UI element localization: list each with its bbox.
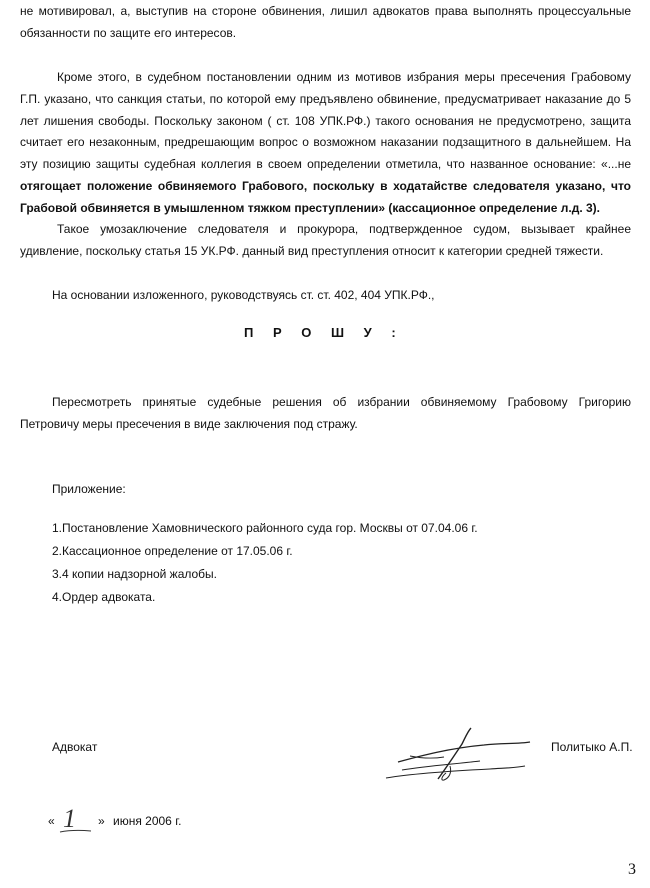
date-day-handwritten: 1 — [63, 804, 76, 833]
body-line: обязанности по защите его интересов. — [20, 26, 237, 40]
date-open-quote: « — [48, 814, 55, 828]
signer-name: Политыко А.П. — [551, 740, 633, 754]
body-line: считает его незаконным, предрешающим вопрос о возможном наказании подзащитного в дальнейшем. На — [20, 135, 631, 149]
signer-role: Адвокат — [52, 740, 98, 754]
attachment-item: 1.Постановление Хамовнического районного суда гор. Москвы от 07.04.06 г. — [52, 521, 478, 535]
body-line: лет лишения свободы. Поскольку законом ( ст. 108 УПК.РФ.) такого основания не предусмотрено, защита — [20, 114, 631, 128]
body-line: Г.П. указано, что санкция статьи, по которой ему предъявлено обвинение, предусматривает наказание до 5 — [20, 92, 631, 106]
body-line: удивление, поскольку статья 15 УК.РФ. данный вид преступления относит к категории средней тяжести. — [20, 244, 604, 258]
attachment-item: 4.Ордер адвоката. — [52, 590, 156, 604]
date-close-quote: » — [98, 814, 105, 828]
case-reference: (кассационное определение л.д. 3). — [385, 201, 601, 215]
basis-line: На основании изложенного, руководствуясь ст. ст. 402, 404 УПК.РФ., — [52, 288, 435, 302]
body-line: эту позицию защиты судебная коллегия в своем определении отметила, что названное основание: «...не — [20, 157, 631, 171]
attachment-item: 3.4 копии надзорной жалобы. — [52, 567, 218, 581]
date-text: июня 2006 г. — [113, 814, 182, 828]
attachments-title: Приложение: — [52, 482, 126, 496]
attachment-item: 2.Кассационное определение от 17.05.06 г. — [52, 544, 293, 558]
handwritten-signature — [380, 726, 535, 786]
page-number: 3 — [628, 861, 636, 878]
bold-quote-line: отягощает положение обвиняемого Грабового, поскольку в ходатайстве следователя указано, что — [20, 179, 631, 193]
request-line: Пересмотреть принятые судебные решения об избрании обвиняемому Грабовому Григорию — [52, 395, 631, 409]
request-heading: П Р О Ш У : — [244, 325, 404, 340]
bold-quote-text: Грабовой обвиняется в умышленном тяжком преступлении» — [20, 201, 386, 215]
date-underline — [60, 828, 92, 834]
bold-quote-line-final — [20, 202, 600, 214]
body-line: Такое умозаключение следователя и прокурора, подтвержденное судом, вызывает крайнее — [57, 222, 631, 236]
body-line: не мотивировал, а, выступив на стороне обвинения, лишил адвокатов права выполнять процессуальные — [20, 4, 631, 18]
body-line: Кроме этого, в судебном постановлении одним из мотивов избрания меры пресечения Грабовому — [57, 70, 631, 84]
request-line: Петровичу меры пресечения в виде заключения под стражу. — [20, 417, 358, 431]
